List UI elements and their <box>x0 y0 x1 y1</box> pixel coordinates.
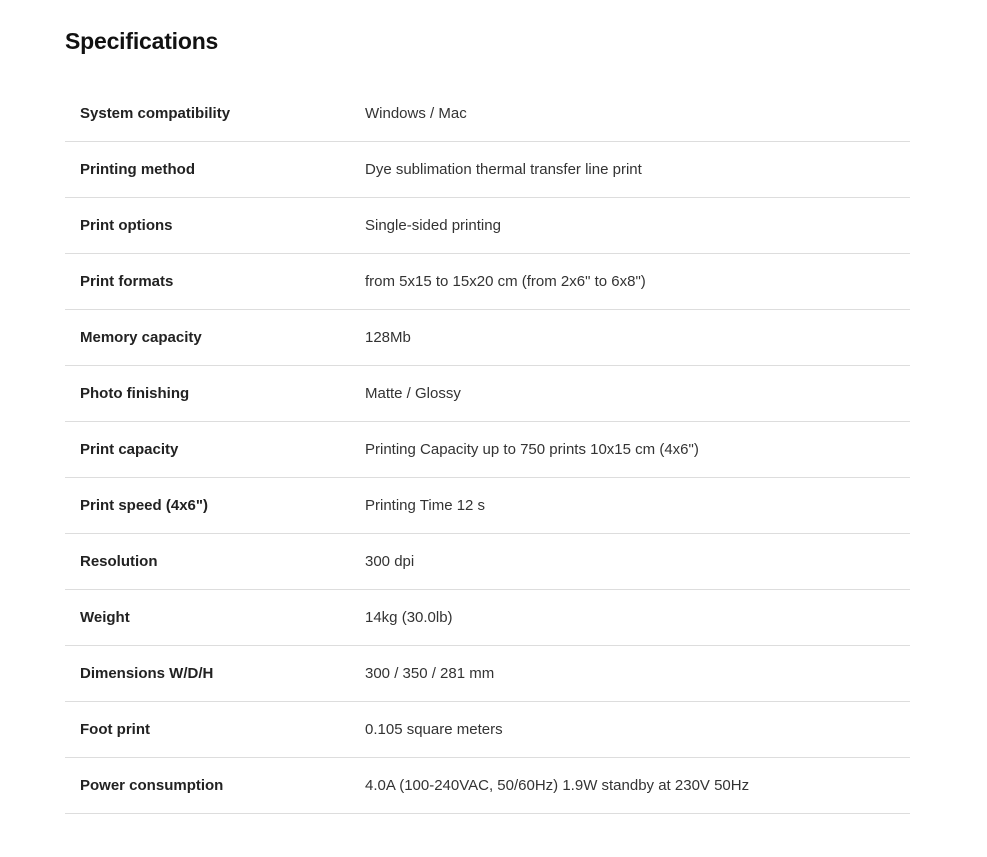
spec-row-print-speed <box>65 478 910 534</box>
spec-row-print-options <box>65 198 910 254</box>
spec-label: Resolution <box>80 553 158 570</box>
spec-label: Dimensions W/D/H <box>80 665 214 682</box>
spec-row-system-compatibility <box>65 86 910 142</box>
spec-value: 0.105 square meters <box>365 721 503 738</box>
spec-row-printing-method <box>65 142 910 198</box>
spec-row-dimensions <box>65 646 910 702</box>
spec-label: Print speed (4x6") <box>80 497 208 514</box>
spec-row-memory-capacity <box>65 310 910 366</box>
spec-value: Single-sided printing <box>365 217 501 234</box>
spec-label: Photo finishing <box>80 385 190 402</box>
specifications-table <box>65 86 910 814</box>
spec-label: Print capacity <box>80 441 179 458</box>
spec-value: 300 / 350 / 281 mm <box>365 665 495 682</box>
spec-label: Printing method <box>80 161 195 178</box>
spec-label: Print options <box>80 217 173 234</box>
spec-value: Printing Time 12 s <box>365 497 486 514</box>
spec-value: Dye sublimation thermal transfer line print <box>365 161 642 178</box>
spec-row-photo-finishing <box>65 366 910 422</box>
spec-value: 14kg (30.0lb) <box>365 609 453 626</box>
page-title: Specifications <box>65 28 219 54</box>
spec-label: Print formats <box>80 273 174 290</box>
spec-label: Power consumption <box>80 777 224 794</box>
spec-value: Printing Capacity up to 750 prints 10x15 cm (4x6") <box>365 441 699 458</box>
spec-row-print-formats <box>65 254 910 310</box>
spec-value: from 5x15 to 15x20 cm (from 2x6" to 6x8") <box>365 273 646 290</box>
spec-label: Weight <box>80 609 130 626</box>
spec-value: 300 dpi <box>365 553 415 570</box>
spec-value: 128Mb <box>365 329 411 346</box>
spec-value: 4.0A (100-240VAC, 50/60Hz) 1.9W standby at 230V 50Hz <box>365 777 750 794</box>
spec-row-print-capacity <box>65 422 910 478</box>
spec-label: Foot print <box>80 721 150 738</box>
spec-row-power-consumption <box>65 758 910 814</box>
spec-label: Memory capacity <box>80 329 202 346</box>
spec-row-foot-print <box>65 702 910 758</box>
spec-row-resolution <box>65 534 910 590</box>
spec-value: Windows / Mac <box>365 105 467 122</box>
spec-row-weight <box>65 590 910 646</box>
spec-label: System compatibility <box>80 105 231 122</box>
spec-value: Matte / Glossy <box>365 385 461 402</box>
